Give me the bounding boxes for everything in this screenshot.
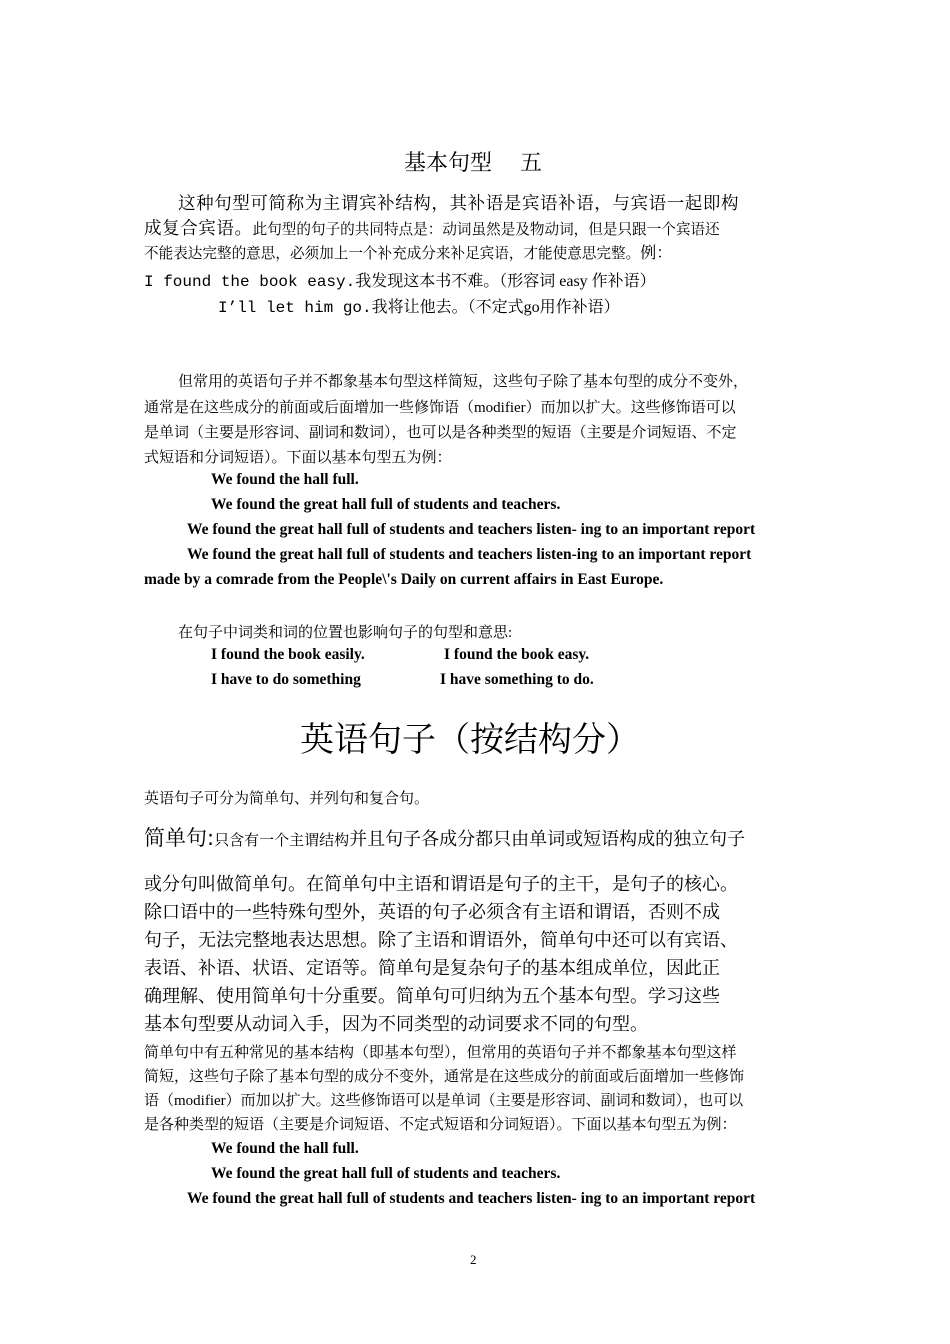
example-1-cn: 我发现这本书不难。（形容词 easy 作补语）: [355, 273, 656, 290]
s4-small-line-1: 简单句中有五种常见的基本结构（即基本句型），但常用的英语句子并不都象基本句型这样: [144, 1045, 737, 1061]
simple-rest: 并且句子各成分都只由单词或短语构成的独立句子: [349, 829, 746, 849]
s2-example-1: We found the hall full.: [211, 471, 359, 488]
s4-example-1: We found the hall full.: [211, 1140, 359, 1157]
s4-example-3: We found the great hall full of students and teachers listen- ing to an important report: [187, 1190, 756, 1207]
s4-small-line-3: 语（modifier）而加以扩大。这些修饰语可以是单词（主要是形容词、副词和数词），也可以: [144, 1093, 744, 1109]
simple-sentence-line: [144, 822, 745, 852]
s3-pair-2b: I have something to do.: [440, 671, 594, 688]
s3-pair-1b: I found the book easy.: [444, 646, 590, 663]
example-2-cn: 我将让他去。（不定式go用作补语）: [371, 299, 620, 316]
s2-example-3: We found the great hall full of students and teachers listen- ing to an important report: [187, 521, 756, 538]
s2-example-5: made by a comrade from the People\'s Daily on current affairs in East Europe.: [144, 571, 664, 588]
intro-line-3a: 不能表达完整的意思，必须加上一个补充成分来补足宾语，才能使意思完整。: [144, 246, 641, 262]
intro-line-3: [144, 240, 672, 263]
s4-example-2: We found the great hall full of students and teachers.: [211, 1165, 561, 1182]
page-number: 2: [470, 1252, 477, 1267]
s3-intro: 在句子中词类和词的位置也影响句子的句型和意思:: [178, 625, 513, 641]
s4-small-line-2: 简短，这些句子除了基本句型的成分不变外，通常是在这些成分的前面或后面增加一些修饰: [144, 1069, 745, 1085]
section-title: 基本句型 五: [404, 151, 542, 176]
main-heading: 英语句子（按结构分）: [300, 720, 640, 760]
example-2-en: I’ll let him go.: [218, 299, 372, 317]
s2-example-2: We found the great hall full of students and teachers.: [211, 496, 561, 513]
simple-small: 只含有一个主谓结构: [214, 833, 350, 849]
s2-line-2: 通常是在这些成分的前面或后面增加一些修饰语（modifier）而加以扩大。这些修饰语可以: [144, 400, 736, 416]
intro-line-2b: 此句型的句子的共同特点是：动词虽然是及物动词，但是只跟一个宾语还: [252, 222, 720, 238]
s2-example-4: We found the great hall full of students and teachers listen-ing to an important report: [187, 546, 752, 563]
example-2: [218, 294, 620, 317]
simple-label: 简单句:: [144, 826, 215, 850]
s3-pair-1a: I found the book easily.: [211, 646, 365, 663]
s4-line-4: 表语、补语、状语、定语等。简单句是复杂句子的基本组成单位，因此正: [144, 958, 720, 978]
s2-line-1: 但常用的英语句子并不都象基本句型这样简短，这些句子除了基本句型的成分不变外，: [178, 374, 749, 390]
example-1: [144, 268, 656, 291]
s4-small-line-4: 是各种类型的短语（主要是介词短语、不定式短语和分词短语）。下面以基本句型五为例：: [144, 1117, 737, 1133]
intro-line-2a: 成复合宾语。: [144, 218, 253, 238]
s4-intro: 英语句子可分为简单句、并列句和复合句。: [144, 791, 430, 807]
s4-line-5: 确理解、使用简单句十分重要。简单句可归纳为五个基本句型。学习这些: [144, 986, 720, 1006]
s3-pair-2a: I have to do something: [211, 671, 361, 688]
s4-line-3: 句子，无法完整地表达思想。除了主语和谓语外，简单句中还可以有宾语、: [144, 930, 738, 950]
s2-line-4: 式短语和分词短语）。下面以基本句型五为例：: [144, 450, 452, 466]
intro-line-3b: 例：: [640, 243, 673, 262]
s4-line-1: 或分句叫做简单句。在简单句中主语和谓语是句子的主干，是句子的核心。: [144, 874, 738, 894]
s4-line-2: 除口语中的一些特殊句型外，英语的句子必须含有主语和谓语，否则不成: [144, 902, 720, 922]
s4-line-6: 基本句型要从动词入手，因为不同类型的动词要求不同的句型。: [144, 1014, 648, 1034]
intro-line-2: [144, 215, 720, 240]
example-1-en: I found the book easy.: [144, 273, 356, 291]
s2-line-3: 是单词（主要是形容词、副词和数词），也可以是各种类型的短语（主要是介词短语、不定: [144, 425, 737, 441]
intro-line-1: 这种句型可简称为主谓宾补结构，其补语是宾语补语，与宾语一起即构: [178, 193, 740, 213]
